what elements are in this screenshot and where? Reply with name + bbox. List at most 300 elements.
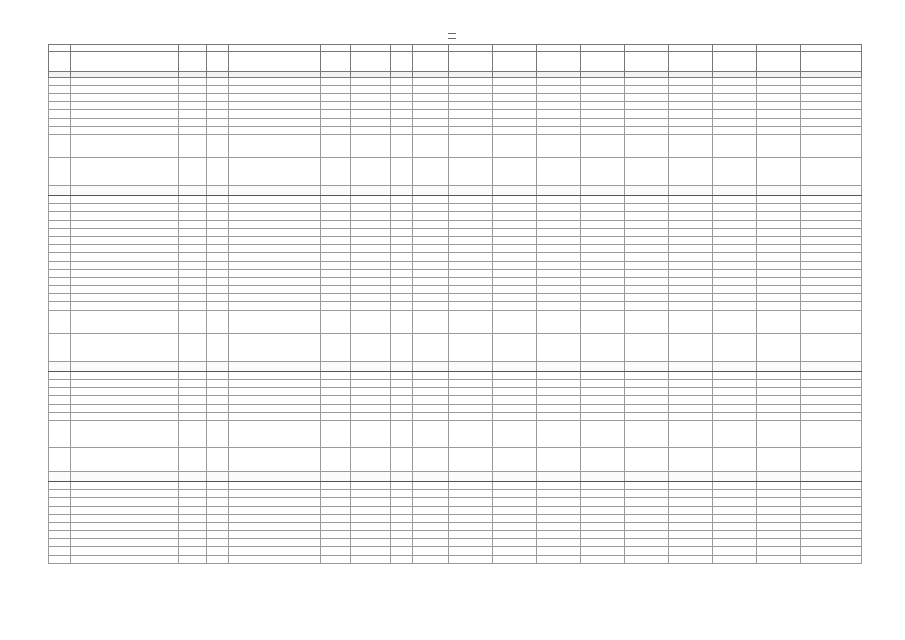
table-cell (801, 334, 862, 362)
table-cell (71, 404, 179, 412)
table-cell (49, 253, 71, 261)
table-cell (581, 482, 625, 490)
table-cell (801, 448, 862, 471)
table-cell (71, 334, 179, 362)
table-cell (449, 52, 493, 71)
table-cell (321, 228, 351, 236)
table-cell (229, 110, 321, 118)
table-cell (49, 269, 71, 277)
table-cell (537, 228, 581, 236)
table-cell (493, 185, 537, 195)
table-cell (207, 212, 229, 220)
table-cell (757, 245, 801, 253)
table-cell (581, 134, 625, 157)
table-cell (801, 286, 862, 294)
table-cell (757, 220, 801, 228)
table-cell (391, 126, 413, 134)
table-cell (351, 498, 391, 506)
table-cell (713, 294, 757, 302)
table-cell (537, 77, 581, 85)
table-cell (625, 158, 669, 186)
table-cell (449, 286, 493, 294)
table-cell (713, 220, 757, 228)
table-cell (413, 185, 449, 195)
table-cell (801, 196, 862, 204)
table-cell (391, 85, 413, 93)
table-cell (351, 420, 391, 448)
table-cell (757, 404, 801, 412)
table-cell (179, 52, 207, 71)
table-cell (229, 539, 321, 547)
table-cell (179, 110, 207, 118)
table-cell (351, 555, 391, 563)
table-cell (351, 158, 391, 186)
table-cell (581, 45, 625, 52)
table-cell (321, 220, 351, 228)
table-row (49, 220, 862, 228)
table-cell (669, 471, 713, 481)
table-cell (625, 45, 669, 52)
table-cell (229, 522, 321, 530)
table-cell (179, 245, 207, 253)
table-cell (49, 471, 71, 481)
table-cell (625, 506, 669, 514)
table-cell (321, 102, 351, 110)
table-cell (49, 547, 71, 555)
table-cell (391, 277, 413, 285)
table-cell (49, 404, 71, 412)
table-cell (391, 118, 413, 126)
table-cell (351, 118, 391, 126)
table-cell (71, 379, 179, 387)
table-cell (625, 302, 669, 310)
table-row (49, 334, 862, 362)
table-cell (229, 102, 321, 110)
table-cell (669, 45, 713, 52)
table-cell (351, 134, 391, 157)
table-cell (625, 126, 669, 134)
table-cell (413, 85, 449, 93)
table-cell (757, 158, 801, 186)
table-cell (391, 498, 413, 506)
table-cell (179, 286, 207, 294)
table-cell (229, 237, 321, 245)
table-cell (207, 490, 229, 498)
table-cell (49, 204, 71, 212)
table-cell (757, 253, 801, 261)
table-cell (537, 110, 581, 118)
table-cell (537, 412, 581, 420)
table-cell (669, 448, 713, 471)
table-cell (413, 555, 449, 563)
table-cell (581, 94, 625, 102)
table-cell (229, 158, 321, 186)
table-cell (625, 110, 669, 118)
table-cell (757, 126, 801, 134)
table-cell (49, 45, 71, 52)
table-row (49, 404, 862, 412)
table-cell (391, 158, 413, 186)
table-cell (757, 498, 801, 506)
table-cell (391, 522, 413, 530)
table-cell (229, 531, 321, 539)
table-cell (581, 506, 625, 514)
table-cell (669, 158, 713, 186)
table-cell (669, 310, 713, 333)
table-cell (581, 52, 625, 71)
table-cell (229, 204, 321, 212)
table-cell (581, 102, 625, 110)
table-cell (351, 404, 391, 412)
table-cell (351, 245, 391, 253)
table-cell (625, 253, 669, 261)
table-cell (321, 237, 351, 245)
table-cell (801, 531, 862, 539)
table-cell (669, 388, 713, 396)
table-cell (493, 77, 537, 85)
table-cell (351, 547, 391, 555)
table-cell (801, 514, 862, 522)
table-cell (581, 514, 625, 522)
table-cell (713, 134, 757, 157)
table-cell (413, 471, 449, 481)
table-cell (625, 396, 669, 404)
table-cell (229, 212, 321, 220)
table-cell (493, 269, 537, 277)
table-cell (413, 448, 449, 471)
table-cell (351, 196, 391, 204)
table-cell (321, 94, 351, 102)
table-cell (321, 371, 351, 379)
table-cell (321, 185, 351, 195)
table-cell (757, 102, 801, 110)
table-cell (757, 420, 801, 448)
table-cell (351, 77, 391, 85)
table-cell (321, 482, 351, 490)
table-cell (537, 371, 581, 379)
table-cell (49, 514, 71, 522)
table-cell (581, 110, 625, 118)
table-cell (537, 196, 581, 204)
table-cell (229, 269, 321, 277)
table-cell (537, 45, 581, 52)
table-cell (229, 94, 321, 102)
table-cell (321, 204, 351, 212)
table-cell (229, 196, 321, 204)
table-cell (229, 134, 321, 157)
table-cell (179, 555, 207, 563)
table-cell (757, 379, 801, 387)
table-cell (391, 490, 413, 498)
table-cell (669, 204, 713, 212)
table-cell (321, 514, 351, 522)
table-cell (537, 126, 581, 134)
table-cell (49, 490, 71, 498)
table-cell (179, 228, 207, 236)
table-cell (801, 522, 862, 530)
table-cell (713, 448, 757, 471)
table-cell (207, 204, 229, 212)
table-cell (413, 253, 449, 261)
table-header-row (49, 45, 862, 52)
table-cell (537, 361, 581, 371)
table-cell (537, 539, 581, 547)
table-cell (207, 237, 229, 245)
table-cell (801, 482, 862, 490)
table-cell (581, 539, 625, 547)
table-cell (179, 294, 207, 302)
table-cell (229, 334, 321, 362)
table-cell (179, 45, 207, 52)
table-cell (757, 228, 801, 236)
table-cell (49, 379, 71, 387)
table-cell (413, 302, 449, 310)
table-cell (229, 286, 321, 294)
table-cell (179, 490, 207, 498)
table-cell (413, 420, 449, 448)
table-cell (413, 118, 449, 126)
table-cell (413, 245, 449, 253)
table-row (49, 490, 862, 498)
table-cell (449, 220, 493, 228)
table-cell (625, 471, 669, 481)
table-cell (449, 237, 493, 245)
table-cell (757, 514, 801, 522)
table-cell (669, 212, 713, 220)
table-cell (49, 302, 71, 310)
table-cell (537, 204, 581, 212)
table-cell (321, 396, 351, 404)
table-row (49, 253, 862, 261)
table-cell (207, 77, 229, 85)
table-cell (413, 388, 449, 396)
table-cell (537, 490, 581, 498)
table-cell (229, 220, 321, 228)
table-cell (537, 277, 581, 285)
table-cell (449, 514, 493, 522)
table-cell (391, 531, 413, 539)
table-cell (801, 45, 862, 52)
table-cell (537, 522, 581, 530)
table-cell (713, 277, 757, 285)
table-cell (179, 237, 207, 245)
table-cell (321, 404, 351, 412)
table-cell (179, 388, 207, 396)
table-cell (49, 110, 71, 118)
table-cell (413, 498, 449, 506)
table-cell (71, 388, 179, 396)
table-cell (537, 420, 581, 448)
table-cell (179, 261, 207, 269)
table-cell (669, 396, 713, 404)
page-number (440, 31, 464, 41)
table-cell (179, 371, 207, 379)
table-cell (801, 261, 862, 269)
table-cell (537, 514, 581, 522)
table-cell (493, 212, 537, 220)
table-cell (581, 237, 625, 245)
table-cell (321, 547, 351, 555)
table-cell (625, 294, 669, 302)
table-cell (581, 118, 625, 126)
table-cell (757, 52, 801, 71)
table-cell (581, 310, 625, 333)
table-cell (493, 126, 537, 134)
table-cell (493, 388, 537, 396)
table-cell (71, 396, 179, 404)
table-cell (49, 94, 71, 102)
table-cell (625, 277, 669, 285)
table-row (49, 310, 862, 333)
table-cell (537, 269, 581, 277)
table-cell (351, 371, 391, 379)
table-cell (713, 379, 757, 387)
table-cell (71, 212, 179, 220)
table-cell (449, 228, 493, 236)
table-cell (351, 361, 391, 371)
table-cell (581, 77, 625, 85)
table-cell (493, 310, 537, 333)
table-cell (801, 396, 862, 404)
table-cell (391, 482, 413, 490)
table-cell (229, 379, 321, 387)
table-cell (391, 448, 413, 471)
table-cell (391, 294, 413, 302)
table-cell (493, 404, 537, 412)
table-cell (391, 388, 413, 396)
table-cell (321, 196, 351, 204)
table-cell (625, 204, 669, 212)
table-cell (713, 490, 757, 498)
table-cell (351, 294, 391, 302)
table-cell (179, 204, 207, 212)
table-cell (757, 490, 801, 498)
table-cell (757, 77, 801, 85)
table-cell (493, 482, 537, 490)
table-cell (207, 253, 229, 261)
table-cell (757, 118, 801, 126)
table-cell (351, 269, 391, 277)
table-cell (801, 102, 862, 110)
table-cell (581, 261, 625, 269)
table-cell (71, 412, 179, 420)
table-cell (713, 204, 757, 212)
table-cell (449, 498, 493, 506)
table-cell (229, 185, 321, 195)
table-cell (669, 228, 713, 236)
table-cell (413, 220, 449, 228)
table-cell (229, 45, 321, 52)
table-cell (229, 245, 321, 253)
table-cell (321, 77, 351, 85)
table-cell (757, 302, 801, 310)
table-cell (669, 245, 713, 253)
table-cell (49, 237, 71, 245)
table-row (49, 539, 862, 547)
table-cell (493, 490, 537, 498)
table-row (49, 126, 862, 134)
table-cell (581, 220, 625, 228)
table-cell (669, 269, 713, 277)
table-cell (71, 498, 179, 506)
table-cell (71, 514, 179, 522)
table-cell (207, 514, 229, 522)
table-cell (229, 412, 321, 420)
table-cell (801, 412, 862, 420)
table-cell (449, 158, 493, 186)
table-cell (757, 185, 801, 195)
table-row (49, 420, 862, 448)
table-cell (581, 531, 625, 539)
table-cell (493, 302, 537, 310)
table-cell (49, 261, 71, 269)
table-cell (581, 85, 625, 93)
table-cell (179, 196, 207, 204)
table-cell (713, 118, 757, 126)
table-cell (207, 110, 229, 118)
table-cell (537, 253, 581, 261)
table-cell (537, 245, 581, 253)
table-cell (757, 269, 801, 277)
table-cell (801, 371, 862, 379)
table-cell (713, 506, 757, 514)
table-cell (449, 361, 493, 371)
table-cell (413, 404, 449, 412)
table-cell (351, 261, 391, 269)
table-cell (391, 228, 413, 236)
table-cell (71, 555, 179, 563)
table-cell (391, 52, 413, 71)
table-cell (493, 261, 537, 269)
table-cell (413, 77, 449, 85)
table-row (49, 471, 862, 481)
table-cell (351, 253, 391, 261)
table-cell (391, 77, 413, 85)
table-cell (179, 498, 207, 506)
table-cell (757, 555, 801, 563)
table-cell (449, 471, 493, 481)
table-cell (49, 539, 71, 547)
table-cell (71, 294, 179, 302)
table-cell (207, 126, 229, 134)
table-cell (537, 404, 581, 412)
table-cell (801, 361, 862, 371)
table-cell (713, 531, 757, 539)
table-cell (229, 498, 321, 506)
table-cell (179, 302, 207, 310)
table-cell (801, 212, 862, 220)
table-cell (625, 388, 669, 396)
table-cell (581, 126, 625, 134)
budget-table-wrapper (48, 44, 861, 564)
table-cell (493, 286, 537, 294)
table-cell (713, 547, 757, 555)
table-cell (321, 302, 351, 310)
table-cell (449, 85, 493, 93)
table-cell (49, 388, 71, 396)
budget-table (48, 44, 862, 564)
table-cell (625, 261, 669, 269)
table-cell (413, 52, 449, 71)
table-cell (49, 118, 71, 126)
table-cell (207, 118, 229, 126)
table-cell (757, 196, 801, 204)
table-cell (321, 539, 351, 547)
table-cell (449, 110, 493, 118)
table-row (49, 269, 862, 277)
table-cell (801, 269, 862, 277)
table-cell (391, 471, 413, 481)
